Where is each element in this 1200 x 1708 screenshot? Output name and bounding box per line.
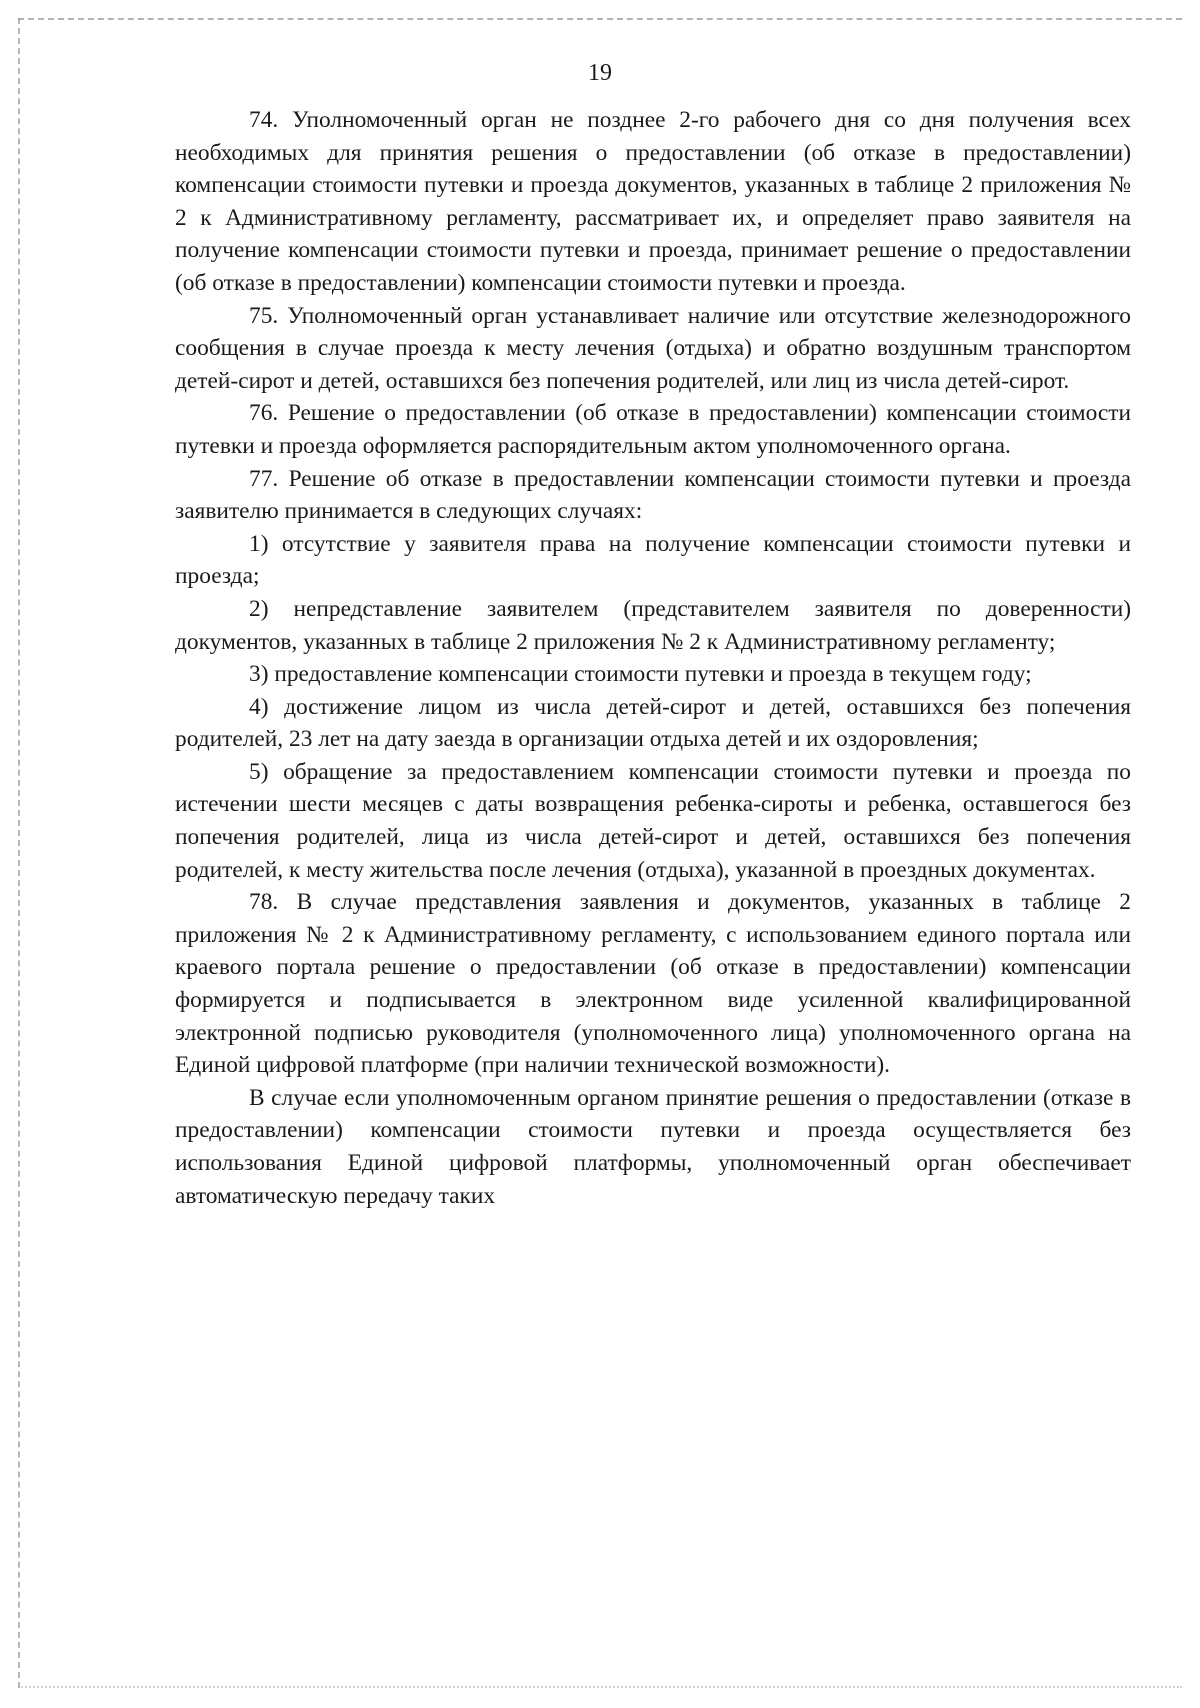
scan-edge-left <box>18 18 20 1688</box>
list-item-2: 2) непредставление заявителем (представителем заявителя по доверенности) документов, указанных в таблице 2 приложения № 2 к Административному регламенту; <box>175 595 1131 655</box>
paragraph-75: 75. Уполномоченный орган устанавливает наличие или отсутствие железнодорожного сообщения в случае проезда к месту лечения (отдыха) и обратно воздушным транспортом детей-сирот и детей, оставшихся без попечения родителей, или лиц из числа детей-сирот. <box>175 302 1131 394</box>
paragraph-78: 78. В случае представления заявления и документов, указанных в таблице 2 приложения № 2 к Административному регламенту, с использованием единого портала или краевого портала решение о предоставлении (об отказе в предоставлении) компенсации формируется и подписывается в электронном виде усиленной квалифицированной электронной подписью руководителя (уполномоченного лица) уполномоченного органа на Единой цифровой платформе (при наличии технической возможности). <box>175 889 1131 1079</box>
paragraph-78-continued: В случае если уполномоченным органом принятие решения о предоставлении (отказе в предоставлении) компенсации стоимости путевки и проезда осуществляется без использования Единой цифровой платформы, уполномоченный орган обеспечивает автоматическую передачу таких <box>175 1084 1131 1209</box>
scan-edge-bottom <box>18 1686 1182 1688</box>
paragraph-76: 76. Решение о предоставлении (об отказе в предоставлении) компенсации стоимости путевки и проезда оформляется распорядительным актом уполномоченного органа. <box>175 400 1131 459</box>
page-number: 19 <box>588 60 612 86</box>
list-item-1: 1) отсутствие у заявителя права на получение компенсации стоимости путевки и проезда; <box>175 530 1131 590</box>
list-item-4: 4) достижение лицом из числа детей-сирот и детей, оставшихся без попечения родителей, 23 лет на дату заезда в организации отдыха детей и их оздоровления; <box>175 693 1131 753</box>
paragraph-74: 74. Уполномоченный орган не позднее 2-го рабочего дня со дня получения всех необходимых для принятия решения о предоставлении (об отказе в предоставлении) компенсации стоимости путевки и проезда документов, указанных в таблице 2 приложения № 2 к Административному регламенту, рассматривает их, и определяет право заявителя на получение компенсации стоимости путевки и проезда, принимает решение о предоставлении (об отказе в предоставлении) компенсации стоимости путевки и проезда. <box>175 107 1131 296</box>
list-item-5: 5) обращение за предоставлением компенсации стоимости путевки и проезда по истечении шести месяцев с даты возвращения ребенка-сироты и ребенка, оставшегося без попечения родителей, лица из числа детей-сирот и детей, оставшихся без попечения родителей, к месту жительства после лечения (отдыха), указанной в проездных документах. <box>175 758 1131 883</box>
document-body <box>175 104 1131 1212</box>
paragraph-77: 77. Решение об отказе в предоставлении компенсации стоимости путевки и проезда заявителю принимается в следующих случаях: <box>175 465 1131 525</box>
scan-edge-top <box>18 18 1182 20</box>
list-item-3: 3) предоставление компенсации стоимости путевки и проезда в текущем году; <box>249 661 1032 688</box>
